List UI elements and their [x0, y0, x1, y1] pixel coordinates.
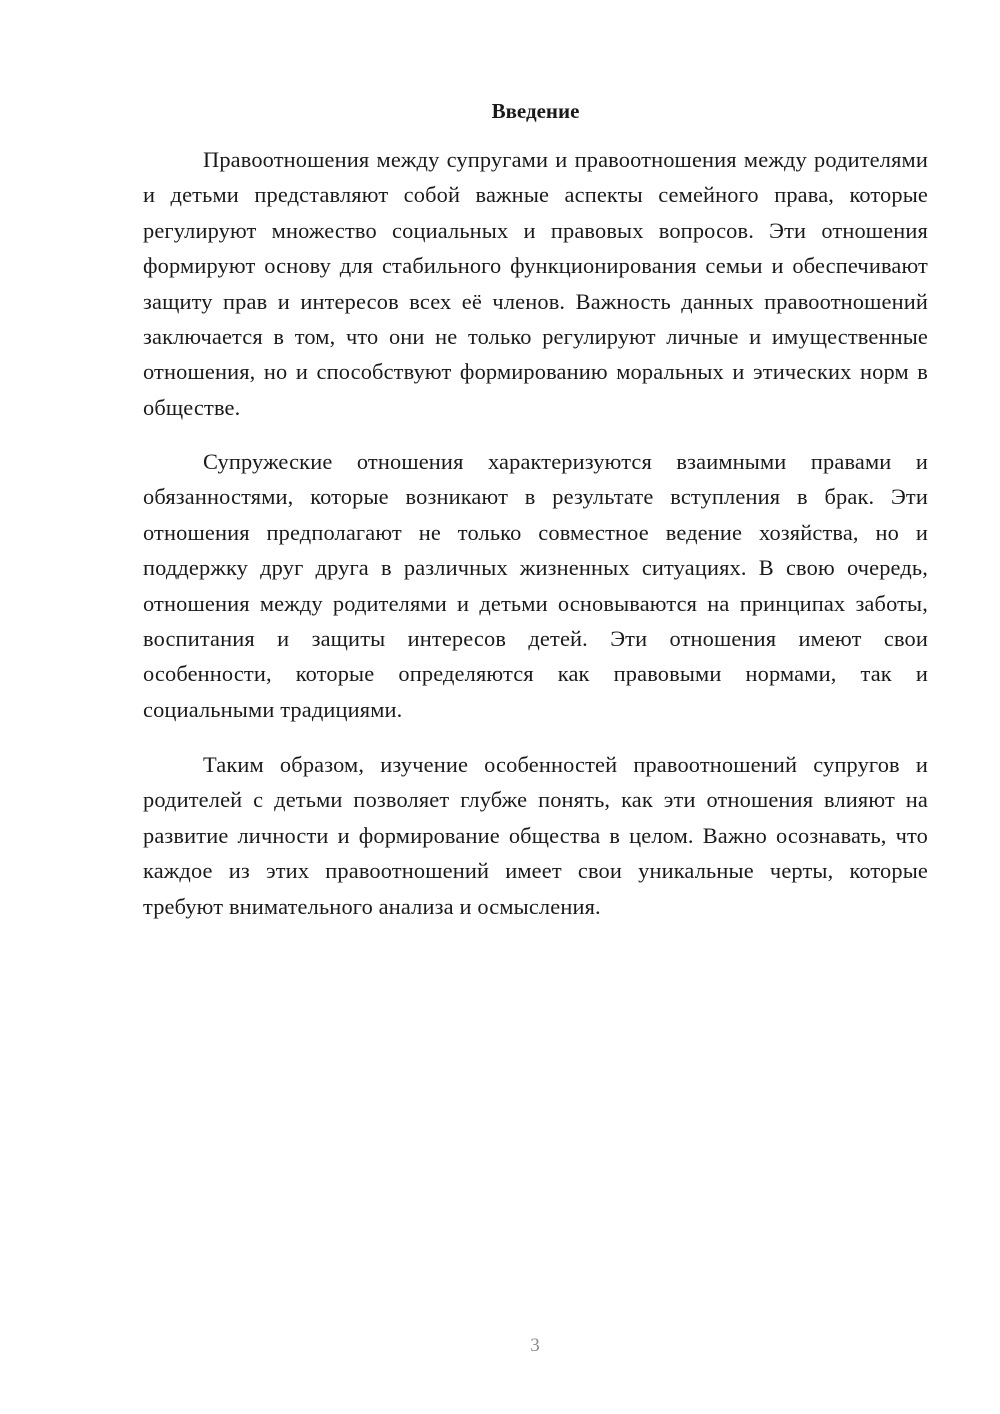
paragraph-3: Таким образом, изучение особенностей правоотношений супругов и родителей с детьми позволяет глубже понять, как эти отношения влияют на развитие личности и формирование общества в целом. Важно осознавать, что каждое из этих правоотношений имеет свои уникальные черты, которые требуют внимательного анализа и осмысления.: [143, 752, 928, 919]
paragraph-2: Супружеские отношения характеризуются взаимными правами и обязанностями, которые возникают в результате вступления в брак. Эти отношения предполагают не только совместное ведение хозяйства, но и поддержку друг друга в различных жизненных ситуациях. В свою очередь, отношения между родителями и детьми основываются на принципах заботы, воспитания и защиты интересов детей. Эти отношения имеют свои особенности, которые определяются как правовыми нормами, так и социальными традициями.: [143, 449, 928, 722]
paragraph-1: Правоотношения между супругами и правоотношения между родителями и детьми представляют собой важные аспекты семейного права, которые регулируют множество социальных и правовых вопросов. Эти отношения формируют основу для стабильного функционирования семьи и обеспечивают защиту прав и интересов всех её членов. Важность данных правоотношений заключается в том, что они не только регулируют личные и имущественные отношения, но и способствуют формированию моральных и этических норм в обществе.: [143, 147, 928, 420]
page-number: 3: [530, 1335, 540, 1356]
section-title: Введение: [491, 99, 580, 123]
